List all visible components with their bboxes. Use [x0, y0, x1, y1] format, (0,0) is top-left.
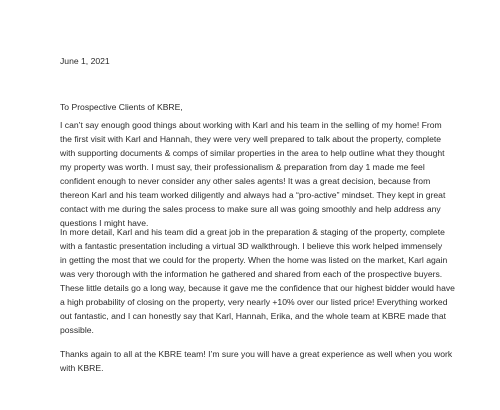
letter-date: June 1, 2021	[60, 56, 110, 66]
paragraph-line: with KBRE.	[60, 363, 104, 373]
paragraph-line: with a fantastic presentation including a virtual 3D walkthrough. I believe this work helped immensely	[60, 241, 443, 251]
letter-salutation: To Prospective Clients of KBRE,	[60, 102, 183, 112]
letter-paragraph-3	[60, 347, 492, 375]
paragraph-line: my property was worth. I must say, their professionalism & preparation from day 1 made me feel	[60, 162, 425, 172]
paragraph-line: Thanks again to all at the KBRE team! I’m sure you will have a great experience as well when you work	[60, 349, 453, 359]
paragraph-line: thereon Karl and his team worked diligently and always had a “pro-active” mindset. They kept in great	[60, 190, 446, 200]
paragraph-line: with supporting documents & comps of similar properties in the area to help outline what they thought	[60, 148, 445, 158]
paragraph-line: I can’t say enough good things about working with Karl and his team in the selling of my home! From	[60, 120, 442, 130]
paragraph-line: In more detail, Karl and his team did a great job in the preparation & staging of the property, complete	[60, 227, 445, 237]
paragraph-line: These little details go a long way, because it gave me the confidence that our highest bidder would have	[60, 283, 455, 293]
paragraph-line: contact with me during the sales process to make sure all was going smoothly and help address any	[60, 204, 441, 214]
paragraph-line: confident enough to never consider any other sales agents! It was a great decision, because from	[60, 176, 431, 186]
letter-paragraph-2	[60, 225, 492, 337]
paragraph-line: was very thorough with the information he gathered and shared from each of the prospective buyers.	[60, 269, 443, 279]
letter-paragraph-1	[60, 118, 492, 230]
paragraph-line: the first visit with Karl and Hannah, they were very well prepared to talk about the property, complete	[60, 134, 442, 144]
paragraph-line: a high probability of closing on the property, very nearly +10% over our listed price! Everything worked	[60, 297, 448, 307]
paragraph-line: possible.	[60, 325, 94, 335]
paragraph-line: out fantastic, and I can honestly say that Karl, Hannah, Erika, and the whole team at KBRE made that	[60, 311, 446, 321]
paragraph-line: in getting the most that we could for the property. When the home was listed on the market, Karl again	[60, 255, 448, 265]
paragraph-line: questions I might have.	[60, 218, 149, 228]
